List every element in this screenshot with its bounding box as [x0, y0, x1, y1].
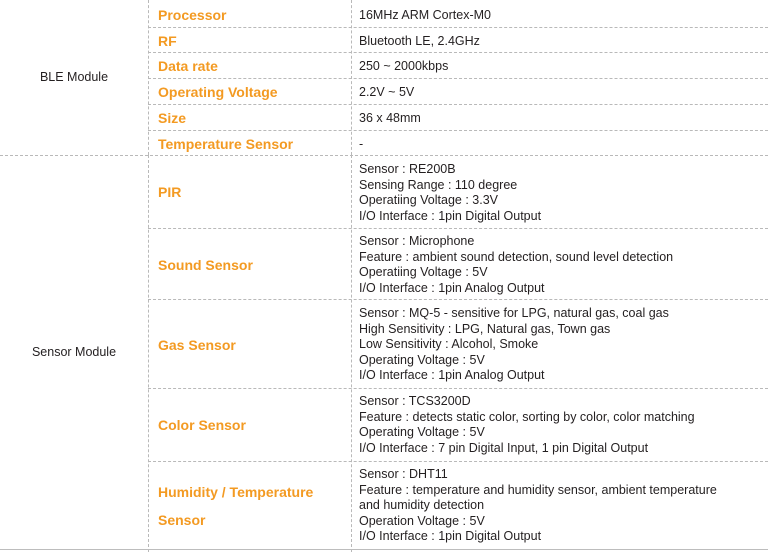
sensor-key-sound: Sound Sensor [158, 257, 253, 273]
sensor-key-gas: Gas Sensor [158, 337, 236, 353]
ble-value-rf: Bluetooth LE, 2.4GHz [359, 34, 480, 48]
value-line: I/O Interface : 7 pin Digital Input, 1 pin Digital Output [359, 440, 649, 455]
sensor-key-humidity-temperature-line2: Sensor [158, 512, 206, 528]
ble-key-operating-voltage: Operating Voltage [158, 84, 278, 100]
sensor-key-color: Color Sensor [158, 417, 246, 433]
value-line: and humidity detection [359, 498, 485, 512]
value-line: Feature : ambient sound detection, sound level detection [359, 249, 674, 264]
sensor-value-color [359, 394, 764, 456]
value-line: Operating Voltage : 5V [359, 352, 485, 367]
sensor-module-label: Sensor Module [31, 345, 117, 359]
sensor-value-gas [359, 306, 764, 384]
value-line: Operatiing Voltage : 3.3V [359, 193, 498, 207]
ble-key-data-rate: Data rate [158, 58, 218, 74]
value-line: Low Sensitivity : Alcohol, Smoke [359, 337, 539, 351]
row-divider [148, 299, 768, 300]
value-line: Operation Voltage : 5V [359, 513, 485, 528]
column-divider [351, 155, 352, 552]
sensor-key-pir: PIR [158, 184, 182, 200]
value-line: Sensor : MQ-5 - sensitive for LPG, natural gas, coal gas [359, 306, 669, 320]
ble-key-size: Size [158, 110, 187, 126]
ble-value-temperature-sensor: - [359, 137, 364, 151]
value-line: High Sensitivity : LPG, Natural gas, Town gas [359, 321, 611, 336]
row-divider [148, 228, 768, 229]
value-line: I/O Interface : 1pin Digital Output [359, 529, 542, 543]
sensor-value-sound [359, 234, 764, 296]
value-line: Sensor : DHT11 [359, 467, 448, 481]
value-line: Sensor : RE200B [359, 162, 456, 176]
row-divider [148, 52, 768, 53]
row-divider [148, 104, 768, 105]
sensor-value-pir [359, 162, 764, 224]
value-line: Sensing Range : 110 degree [359, 177, 518, 192]
ble-value-processor: 16MHz ARM Cortex-M0 [359, 8, 491, 22]
ble-module-label: BLE Module [39, 70, 109, 84]
value-line: Feature : temperature and humidity sensor, ambient temperature [359, 482, 717, 497]
value-line: Operating Voltage : 5V [359, 425, 485, 439]
value-line: Operatiing Voltage : 5V [359, 265, 488, 279]
sensor-value-humidity-temperature [359, 467, 764, 545]
value-line: I/O Interface : 1pin Analog Output [359, 368, 545, 382]
section-divider [0, 155, 768, 156]
value-line: I/O Interface : 1pin Digital Output [359, 208, 542, 223]
row-divider [148, 78, 768, 79]
value-line: Sensor : Microphone [359, 234, 475, 248]
ble-key-rf: RF [158, 33, 177, 49]
row-divider [148, 461, 768, 462]
ble-value-size: 36 x 48mm [359, 111, 421, 125]
sensor-key-humidity-temperature: Humidity / Temperature [158, 484, 314, 500]
row-divider [148, 27, 768, 28]
row-divider [148, 388, 768, 389]
value-line: I/O Interface : 1pin Analog Output [359, 280, 545, 295]
column-divider [148, 155, 149, 552]
value-line: Sensor : TCS3200D [359, 394, 471, 408]
table-bottom-border [0, 549, 768, 550]
row-divider [148, 130, 768, 131]
ble-value-data-rate: 250 ~ 2000kbps [359, 59, 449, 73]
ble-key-processor: Processor [158, 7, 227, 23]
ble-key-temperature-sensor: Temperature Sensor [158, 136, 294, 152]
ble-value-operating-voltage: 2.2V ~ 5V [359, 85, 415, 99]
value-line: Feature : detects static color, sorting by color, color matching [359, 409, 695, 424]
